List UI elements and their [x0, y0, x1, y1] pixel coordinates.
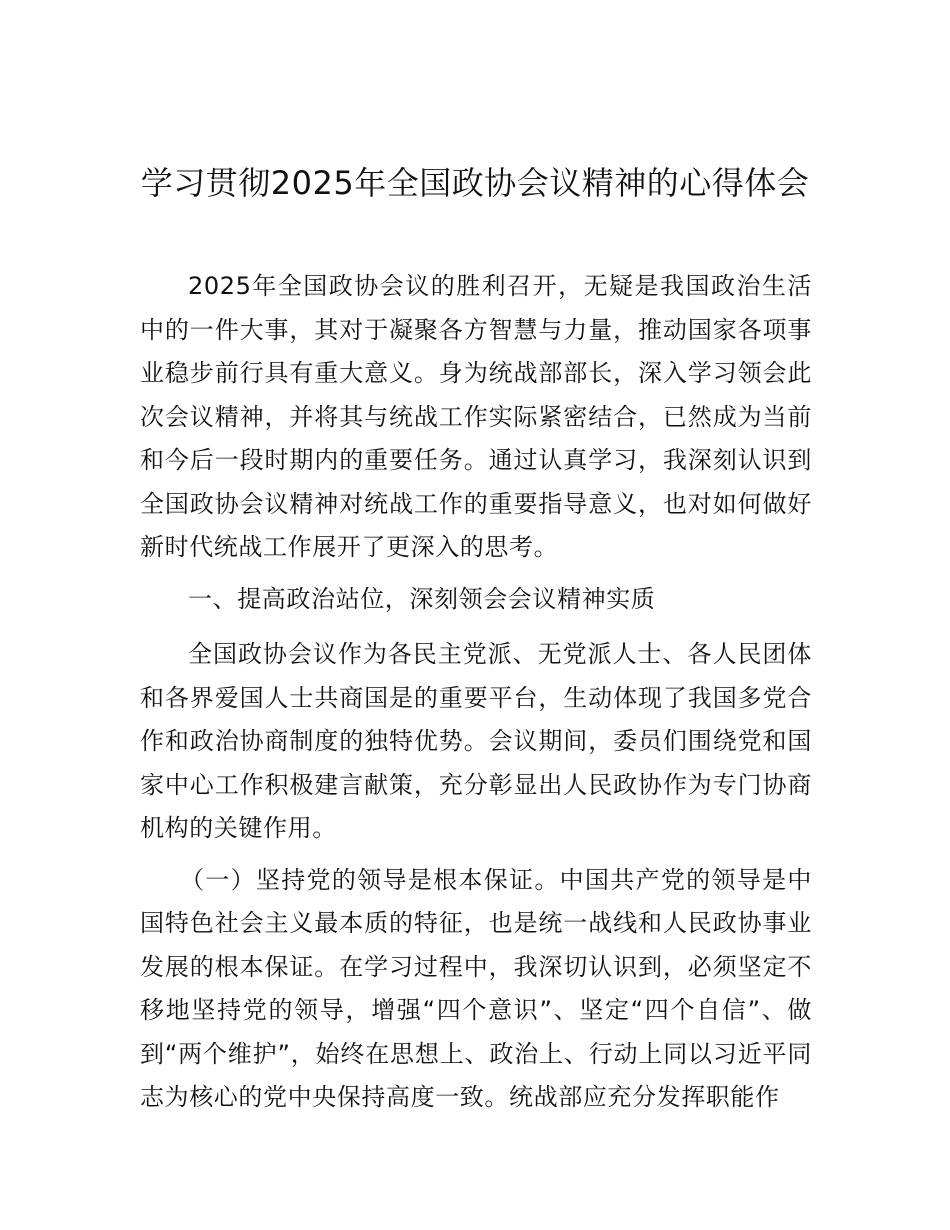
document-title: 学习贯彻2025年全国政协会议精神的心得体会: [140, 164, 810, 202]
intro-paragraph: 2025年全国政协会议的胜利召开，无疑是我国政治生活中的一件大事，其对于凝聚各方智慧与力量，推动国家各项事业稳步前行具有重大意义。身为统战部部长，深入学习领会此次会议精神，并将其与统战工作实际紧密结合，已然成为当前和今后一段时期内的重要任务。通过认真学习，我深刻认识到全国政协会议精神对统战工作的重要指导意义，也对如何做好新时代统战工作展开了更深入的思考。: [140, 272, 812, 561]
subsection-paragraph: （一）坚持党的领导是根本保证。中国共产党的领导是中国特色社会主义最本质的特征，也是统一战线和人民政协事业发展的根本保证。在学习过程中，我深切认识到，必须坚定不移地坚持党的领导，增强“四个意识”、坚定“四个自信”、做到“两个维护”，始终在思想上、政治上、行动上同以习近平同志为核心的党中央保持高度一致。统战部应充分发挥职能作: [140, 865, 812, 1111]
section-paragraph: 全国政协会议作为各民主党派、无党派人士、各人民团体和各界爱国人士共商国是的重要平台，生动体现了我国多党合作和政治协商制度的独特优势。会议期间，委员们围绕党和国家中心工作积极建言献策，充分彰显出人民政协作为专门协商机构的关键作用。: [140, 640, 812, 842]
section-heading: 一、提高政治站位，深刻领会会议精神实质: [188, 584, 656, 613]
document-body: [140, 265, 812, 1128]
